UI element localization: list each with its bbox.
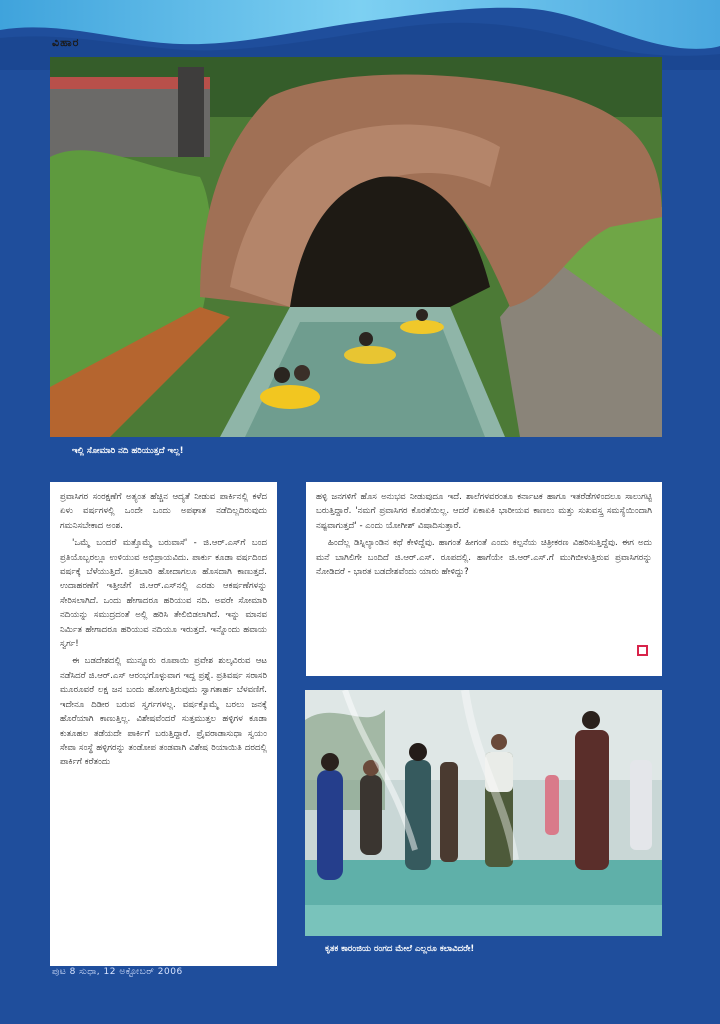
article-left-column bbox=[50, 482, 277, 966]
top-photo-caption: ಇಲ್ಲಿ ಸೋಮಾರಿ ನದಿ ಹರಿಯುತ್ತದೆ ಇಲ್ಲ! bbox=[72, 446, 184, 456]
lazy-river-photo bbox=[50, 57, 662, 437]
article-paragraph: ಈ ಬಡದೇಶದಲ್ಲಿ ಮುನ್ನೂರು ರೂಪಾಯಿ ಪ್ರವೇಶ ಶುಲ್ಕವಿರುವ ಆಟ ನಡೆಸಿದರೆ ಜಿ.ಆರ್.ಎಸ್ ಆರಂಭಗೊಳ್ಳುವಾಗ ಇದ್ದ ಪ್ರಶ್ನೆ. ಪ್ರತಿವರ್ಷ ಸರಾಸರಿ ಮೂರೂವರೆ ಲಕ್ಷ ಜನ ಬಂದು ಹೋಗುತ್ತಿರುವುದು ಸ್ವಾಗತಾರ್ಹ ಬೆಳವಣಿಗೆ. ಇದೇನೂ ದಿಡೀರ ಬರುವ ಸ್ವರ್ಗಗಳಲ್ಲ. ವರ್ಷಕ್ಕೊಮ್ಮೆ ಬರಲು ಜನಕ್ಕೆ ಹೊರೆಯಾಗಿ ಕಾಣುತ್ತಿಲ್ಲ. ವಿಶೇಷವೆಂದರೆ ಸುತ್ತಮುತ್ತಲ ಹಳ್ಳಿಗಳ ಕೂಡಾ ಕುತೂಹಲ ತಡೆಯದೇ ಪಾರ್ಕಿಗೆ ಬರುತ್ತಿದ್ದಾರೆ. ಪ್ರೈವರಾಡಾಸುಧಾ ಸ್ವಯಂ ಸೇವಾ ಸಂಸ್ಥೆ ಹಳ್ಳಿಗರನ್ನು ತಂಡೋಪ ತಂಡವಾಗಿ ವಿಶೇಷ ರಿಯಾಯಿತಿ ದರದಲ್ಲಿ ಪಾರ್ಕಿಗೆ ಕರೆತಂದು bbox=[60, 656, 267, 768]
article-paragraph: ಪ್ರವಾಸಿಗರ ಸಂರಕ್ಷಣೆಗೆ ಅತ್ಯಂತ ಹೆಚ್ಚಿನ ಆದ್ಯತೆ ನೀಡುವ ಪಾರ್ಕಿನಲ್ಲಿ ಕಳೆದ ಏಳು ವರ್ಷಗಳಲ್ಲಿ ಒಂದೇ ಒಂದು ಅಪಘಾತ ನಡೆದಿಲ್ಲದಿರುವುದು ಗಮನಿಸಬೇಕಾದ ಅಂಶ. bbox=[60, 492, 267, 531]
article-paragraph: ಹಳ್ಳಿ ಜನಗಳಿಗೆ ಹೊಸ ಅನುಭವ ನೀಡುವುದೂ ಇದೆ. ಶಾಲೆಗಳವರಂತೂ ಕರ್ನಾಟಕ ಹಾಗೂ ಇತರೆಡೆಗಳಿಂದಲೂ ಸಾಲುಗಟ್ಟಿ ಬರುತ್ತಿದ್ದಾರೆ. 'ನಮಗೆ ಪ್ರವಾಸಿಗರ ಕೊರತೆಯಿಲ್ಲ. ಆದರೆ ಏಕಾಏಕಿ ಭಾರೀಯವ ಕಾಣಲು ಮತ್ತು ಸುಖವಸ್ತ್ರ ಸಮಸ್ಯೆಯಿಂದಾಗಿ ನಷ್ಟವಾಗುತ್ತದೆ' - ಎಂದು ಯೋಗೀಶ್ ವಿಷಾದಿಸುತ್ತಾರೆ. bbox=[316, 492, 652, 531]
section-label: ವಿಹಾರ bbox=[52, 36, 80, 49]
article-end-mark bbox=[637, 645, 648, 656]
fountain-dance-photo bbox=[305, 690, 662, 936]
article-paragraph: 'ಒಮ್ಮೆ ಬಂದರೆ ಮತ್ತೊಮ್ಮೆ ಬರುವಾಸೆ' - ಜಿ.ಆರ್.ಎಸ್‌ಗೆ ಬಂದ ಪ್ರತಿಯೊಬ್ಬರಲ್ಲೂ ಉಳಿಯುವ ಅಭಿಪ್ರಾಯವಿದು. ಪಾರ್ಕು ಕೂಡಾ ವರ್ಷದಿಂದ ವರ್ಷಕ್ಕೆ ಬೆಳೆಯುತ್ತಿದೆ. ಪ್ರತಿಬಾರಿ ಹೋದಾಗಲೂ ಹೊಸದಾಗಿ ಕಾಣುತ್ತದೆ. ಉದಾಹರಣೆಗೆ ಇತ್ತೀಚೆಗೆ ಜಿ.ಆರ್.ಎಸ್‌ನಲ್ಲಿ ಎರಡು ಆಕರ್ಷಣೆಗಳನ್ನು ಸೇರಿಸಲಾಗಿದೆ. ಒಂದು ಹೇಗಾದರೂ ಹರಿಯುವ ನದಿ. ಅವರೇ ಸೋಮಾರಿ ನದಿಯನ್ನು ಸಮುದ್ರದಂತೆ ಅಲ್ಲಿ ಹರಿಸಿ ತೇಲಿಬಿಡಲಾಗಿದೆ. ಇನ್ನು ಮಾನವ ನಿರ್ಮಿತ ಹೇಗಾದರೂ ಹರಿಯುವ ನದಿಯೂ ಇರುತ್ತದೆ. ಇನ್ನೊಂದು ಹವಾಯ ಸ್ವರ್ಗ! bbox=[60, 538, 267, 650]
bottom-photo-caption: ಕೃತಕ ಕಾರಂಜಿಯ ರಂಗದ ಮೇಲೆ ಎಲ್ಲರೂ ಕಲಾವಿದರೇ! bbox=[325, 944, 475, 954]
page-footer: ಪುಟ 8 ಸುಧಾ, 12 ಅಕ್ಟೋಬರ್ 2006 bbox=[52, 967, 183, 977]
article-right-column bbox=[306, 482, 662, 676]
article-paragraph: ಹಿಂದೆಲ್ಲ ಡಿಸ್ನಿಲ್ಯಾಂಡಿನ ಕಥೆ ಕೇಳಿದ್ದೆವು. ಹಾಗಂತೆ ಹೀಗಂತೆ ಎಂದು ಕಲ್ಪನೆಯ ಚಿತ್ರೀಕರಣ ವಿಹರಿಸುತ್ತಿದ್ದೆವು. ಈಗ ಅದು ಮನೆ ಬಾಗಿಲಿಗೇ ಬಂದಿದೆ ಜಿ.ಆರ್.ಎಸ್. ರೂಪದಲ್ಲಿ. ಹಾಗೆಯೇ ಜಿ.ಆರ್.ಎಸ್.ಗೆ ಮುಗಿಬೀಳುತ್ತಿರುವ ಪ್ರವಾಸಿಗರನ್ನು ನೋಡಿದರೆ - ಭಾರತ ಬಡದೇಶವೆಂದು ಯಾರು ಹೇಳಿದ್ದು? bbox=[316, 538, 652, 578]
